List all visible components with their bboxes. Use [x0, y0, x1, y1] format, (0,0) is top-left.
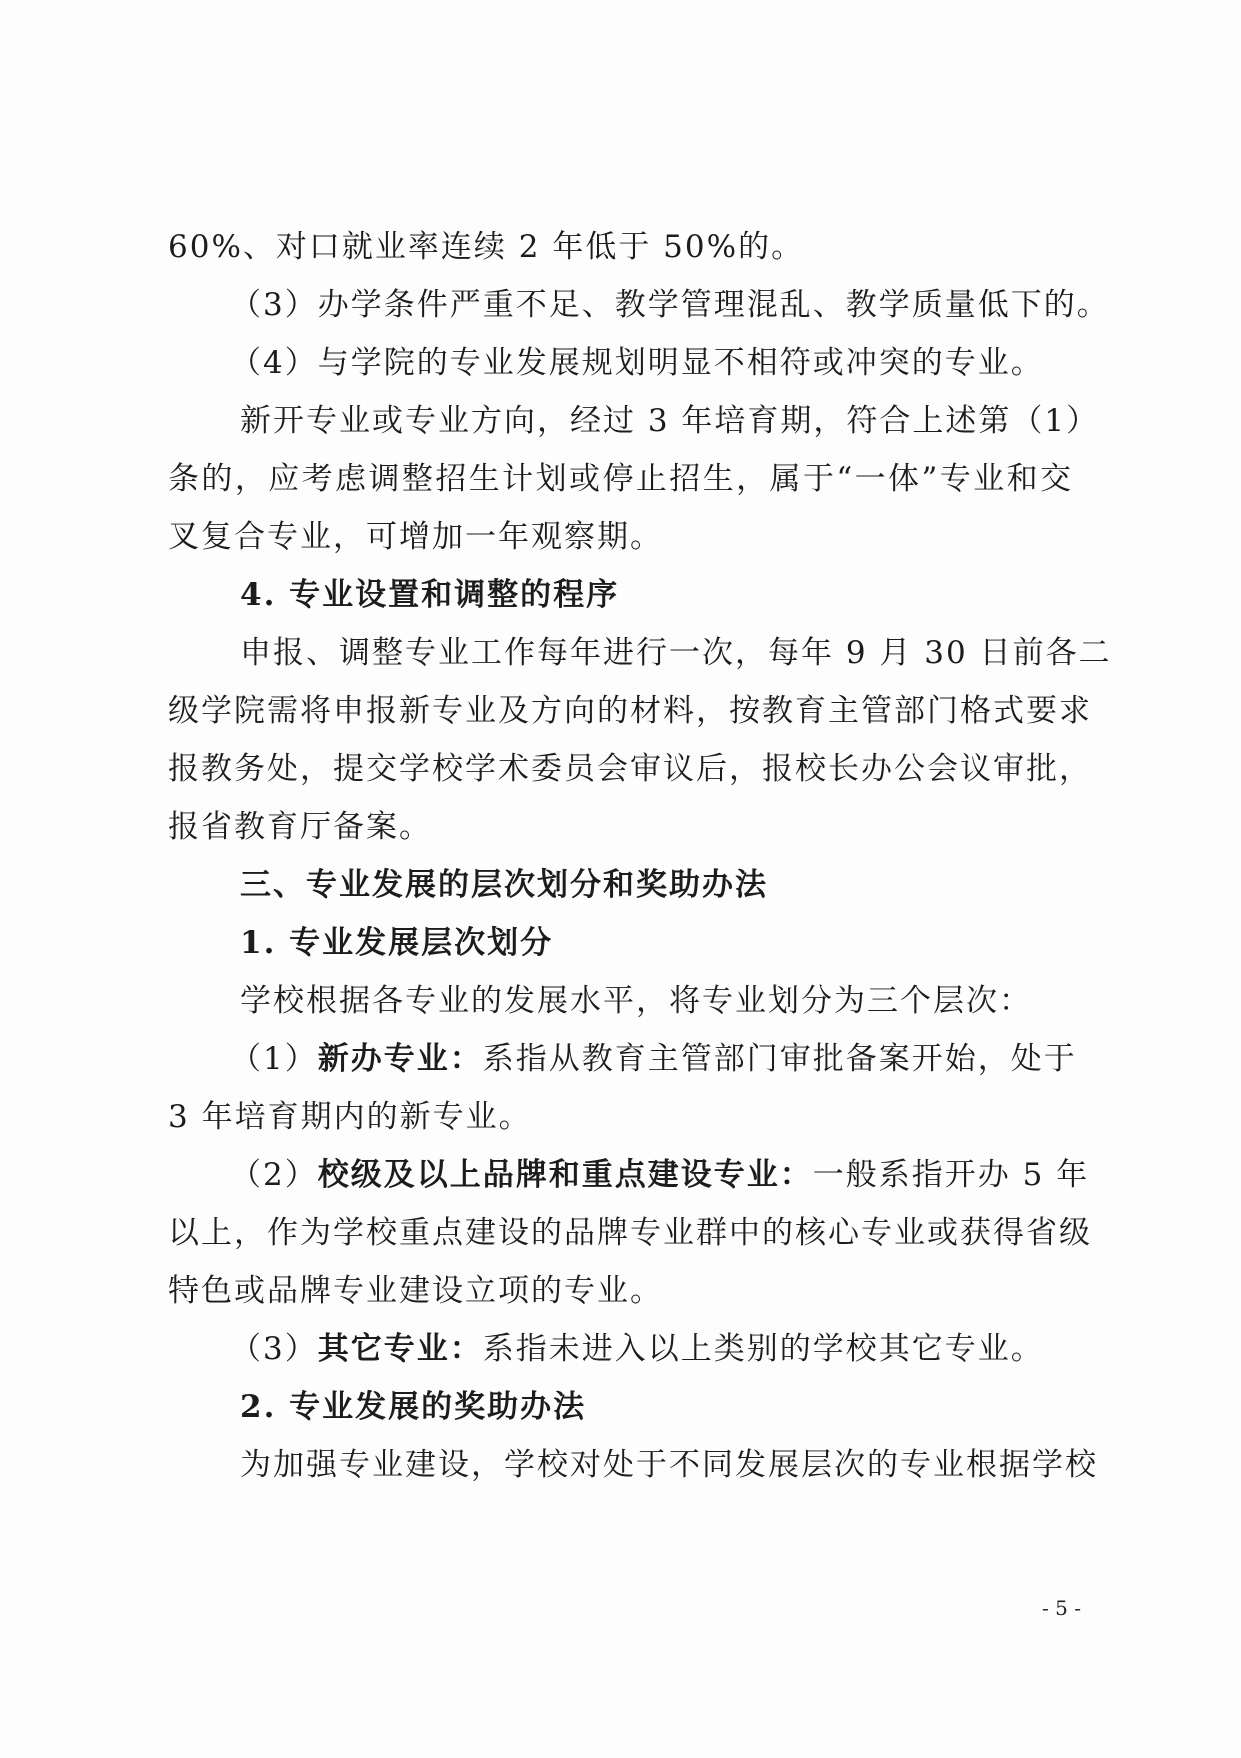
list-item-3: （3）办学条件严重不足、教学管理混乱、教学质量低下的。	[230, 287, 1110, 323]
section-heading: 2. 专业发展的奖助办法	[240, 1389, 587, 1425]
term-new-major: 新办专业：	[317, 1041, 483, 1077]
section-heading: 1. 专业发展层次划分	[240, 925, 554, 961]
paragraph-line: 报教务处，提交学校学术委员会审议后，报校长办公会议审批，	[168, 751, 1092, 787]
paragraph-line: 以上，作为学校重点建设的品牌专业群中的核心专业或获得省级	[168, 1215, 1092, 1251]
paragraph-line: 特色或品牌专业建设立项的专业。	[168, 1273, 663, 1309]
list-item-3: （3）其它专业：系指未进入以上类别的学校其它专业。	[230, 1331, 1044, 1367]
paragraph-line: 申报、调整专业工作每年进行一次，每年 9 月 30 日前各二	[240, 635, 1112, 671]
term-other-major: 其它专业：	[317, 1331, 483, 1367]
list-item-4: （4）与学院的专业发展规划明显不相符或冲突的专业。	[230, 345, 1044, 381]
page-number: - 5 -	[1042, 1596, 1081, 1620]
paragraph-line: 级学院需将申报新专业及方向的材料，按教育主管部门格式要求	[168, 693, 1092, 729]
paragraph-line: 3 年培育期内的新专业。	[168, 1099, 532, 1135]
paragraph-line: 条的，应考虑调整招生计划或停止招生，属于“一体”专业和交	[168, 461, 1073, 497]
paragraph-line: 新开专业或专业方向，经过 3 年培育期，符合上述第（1）	[240, 403, 1100, 439]
section-heading: 4. 专业设置和调整的程序	[240, 577, 620, 613]
paragraph-line: 为加强专业建设，学校对处于不同发展层次的专业根据学校	[240, 1447, 1098, 1483]
paragraph-line: 叉复合专业，可增加一年观察期。	[168, 519, 663, 555]
paragraph-line: 学校根据各专业的发展水平，将专业划分为三个层次：	[240, 983, 1032, 1019]
term-brand-major: 校级及以上品牌和重点建设专业：	[317, 1157, 813, 1193]
body-text	[168, 218, 1112, 1494]
list-item-1: （1）新办专业：系指从教育主管部门审批备案开始，处于	[230, 1041, 1077, 1077]
chapter-heading: 三、专业发展的层次划分和奖助办法	[240, 867, 768, 903]
list-item-2: （2）校级及以上品牌和重点建设专业：一般系指开办 5 年	[230, 1157, 1090, 1193]
paragraph-line: 报省教育厅备案。	[168, 809, 432, 845]
paragraph-line: 60%、对口就业率连续 2 年低于 50%的。	[168, 229, 805, 265]
